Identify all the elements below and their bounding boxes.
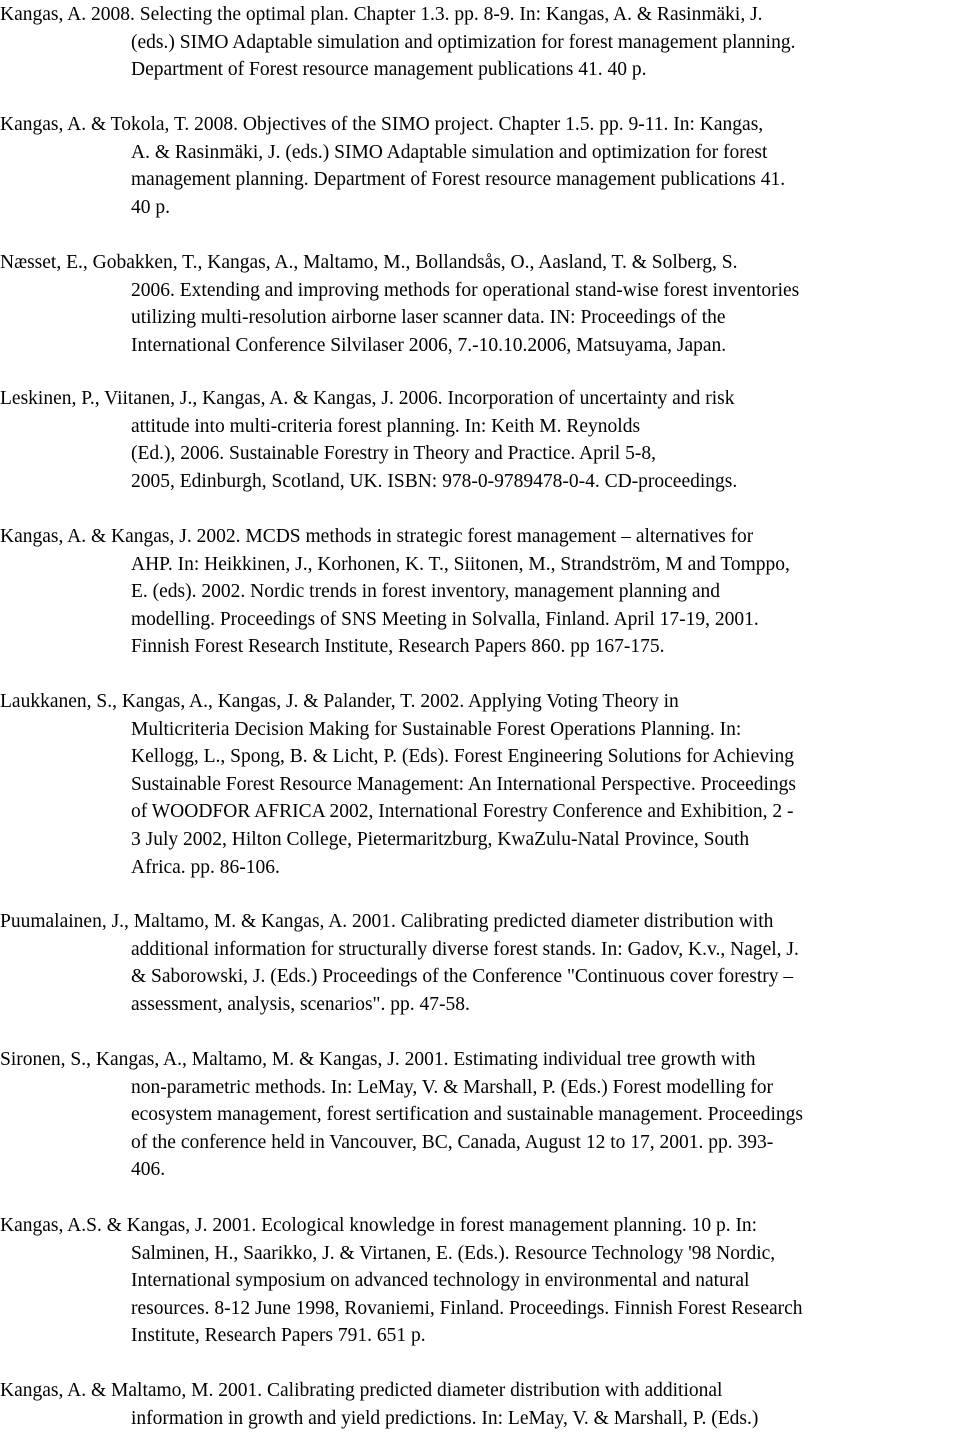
reference-line: assessment, analysis, scenarios". pp. 47-58. bbox=[131, 993, 470, 1015]
reference-entry bbox=[0, 1212, 960, 1350]
reference-line: non-parametric methods. In: LeMay, V. & Marshall, P. (Eds.) Forest modelling for bbox=[131, 1076, 773, 1098]
reference-line: modelling. Proceedings of SNS Meeting in Solvalla, Finland. April 17-19, 2001. bbox=[131, 608, 759, 630]
reference-line: (Ed.), 2006. Sustainable Forestry in Theory and Practice. April 5-8, bbox=[131, 443, 656, 465]
reference-line: of WOODFOR AFRICA 2002, International Forestry Conference and Exhibition, 2 - bbox=[131, 801, 794, 823]
reference-line: Salminen, H., Saarikko, J. & Virtanen, E. (Eds.). Resource Technology '98 Nordic, bbox=[131, 1242, 776, 1264]
reference-entry bbox=[0, 1377, 960, 1432]
reference-line: ecosystem management, forest sertification and sustainable management. Proceedings bbox=[131, 1104, 803, 1126]
reference-entry bbox=[0, 523, 960, 661]
reference-line: management planning. Department of Forest resource management publications 41. bbox=[131, 169, 786, 191]
reference-line: attitude into multi-criteria forest planning. In: Keith M. Reynolds bbox=[131, 415, 641, 437]
reference-line: 2006. Extending and improving methods for operational stand-wise forest inventories bbox=[131, 279, 800, 301]
reference-line: Multicriteria Decision Making for Sustainable Forest Operations Planning. In: bbox=[131, 718, 742, 740]
reference-line: Kangas, A. & Tokola, T. 2008. Objectives of the SIMO project. Chapter 1.5. pp. 9-11. In: Kangas, bbox=[0, 114, 764, 135]
reference-entry bbox=[0, 908, 960, 1018]
reference-line: A. & Rasinmäki, J. (eds.) SIMO Adaptable simulation and optimization for forest bbox=[131, 141, 768, 163]
reference-line: resources. 8-12 June 1998, Rovaniemi, Finland. Proceedings. Finnish Forest Research bbox=[131, 1297, 803, 1319]
reference-line: 40 p. bbox=[131, 196, 170, 218]
reference-line: information in growth and yield predictions. In: LeMay, V. & Marshall, P. (Eds.) bbox=[131, 1407, 759, 1429]
reference-line: Finnish Forest Research Institute, Research Papers 860. pp 167-175. bbox=[131, 636, 665, 658]
reference-line: of the conference held in Vancouver, BC, Canada, August 12 to 17, 2001. pp. 393- bbox=[131, 1131, 774, 1153]
reference-line: Puumalainen, J., Maltamo, M. & Kangas, A. 2001. Calibrating predicted diameter distribution with bbox=[0, 911, 774, 932]
reference-line: International symposium on advanced technology in environmental and natural bbox=[131, 1270, 750, 1292]
reference-line: Institute, Research Papers 791. 651 p. bbox=[131, 1325, 426, 1347]
reference-line: Africa. pp. 86-106. bbox=[131, 856, 280, 878]
reference-line: Sironen, S., Kangas, A., Maltamo, M. & Kangas, J. 2001. Estimating individual tree growth with bbox=[0, 1049, 756, 1070]
reference-line: Kangas, A. & Kangas, J. 2002. MCDS methods in strategic forest management – alternatives for bbox=[0, 526, 754, 547]
reference-entry bbox=[0, 385, 960, 495]
reference-line: additional information for structurally diverse forest stands. In: Gadov, K.v., Nagel, J. bbox=[131, 938, 799, 960]
reference-line: E. (eds). 2002. Nordic trends in forest inventory, management planning and bbox=[131, 581, 720, 603]
reference-line: Laukkanen, S., Kangas, A., Kangas, J. & Palander, T. 2002. Applying Voting Theory in bbox=[0, 691, 679, 712]
reference-line: AHP. In: Heikkinen, J., Korhonen, K. T., Siitonen, M., Strandström, M and Tomppo, bbox=[131, 553, 790, 575]
reference-entry bbox=[0, 249, 960, 359]
reference-line: Kangas, A. & Maltamo, M. 2001. Calibrating predicted diameter distribution with additional bbox=[0, 1380, 723, 1401]
reference-line: Department of Forest resource management publications 41. 40 p. bbox=[131, 59, 647, 81]
reference-line: International Conference Silvilaser 2006, 7.-10.10.2006, Matsuyama, Japan. bbox=[131, 334, 727, 356]
reference-line: (eds.) SIMO Adaptable simulation and optimization for forest management planning. bbox=[131, 31, 796, 53]
reference-line: Leskinen, P., Viitanen, J., Kangas, A. & Kangas, J. 2006. Incorporation of uncertainty and risk bbox=[0, 388, 735, 409]
reference-line: 2005, Edinburgh, Scotland, UK. ISBN: 978-0-9789478-0-4. CD-proceedings. bbox=[131, 470, 738, 492]
reference-entry bbox=[0, 1046, 960, 1184]
reference-line: & Saborowski, J. (Eds.) Proceedings of the Conference "Continuous cover forestry – bbox=[131, 966, 794, 988]
reference-entry bbox=[0, 688, 960, 881]
reference-entry bbox=[0, 1, 960, 84]
reference-line: Kangas, A.S. & Kangas, J. 2001. Ecological knowledge in forest management planning. 10 p. In: bbox=[0, 1215, 758, 1236]
reference-line: 3 July 2002, Hilton College, Pietermaritzburg, KwaZulu-Natal Province, South bbox=[131, 828, 750, 850]
reference-line: utilizing multi-resolution airborne laser scanner data. IN: Proceedings of the bbox=[131, 307, 726, 329]
reference-line: Kellogg, L., Spong, B. & Licht, P. (Eds). Forest Engineering Solutions for Achieving bbox=[131, 746, 794, 768]
reference-line: Sustainable Forest Resource Management: An International Perspective. Proceedings bbox=[131, 773, 796, 795]
reference-line: Kangas, A. 2008. Selecting the optimal plan. Chapter 1.3. pp. 8-9. In: Kangas, A. & Rasinmäki, J. bbox=[0, 4, 763, 25]
reference-entry bbox=[0, 111, 960, 221]
reference-line: 406. bbox=[131, 1159, 166, 1181]
reference-line: Næsset, E., Gobakken, T., Kangas, A., Maltamo, M., Bollandsås, O., Aasland, T. & Solberg, S. bbox=[0, 252, 738, 273]
